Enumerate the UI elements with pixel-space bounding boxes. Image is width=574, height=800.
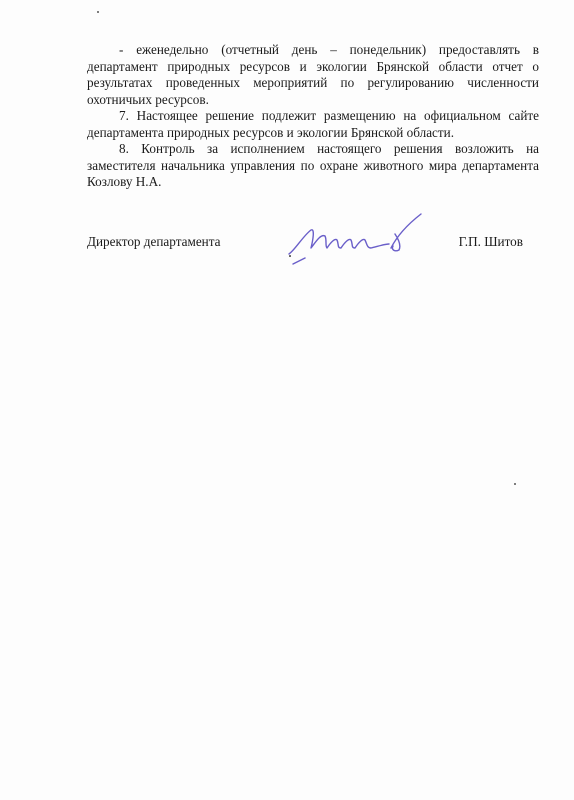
scan-speck: [97, 11, 99, 13]
scan-speck: [514, 483, 516, 485]
scan-speck: [289, 255, 291, 257]
signatory-name: Г.П. Шитов: [458, 234, 523, 249]
signatory-title: Директор департамента: [87, 234, 221, 249]
paragraph-weekly-report: - еженедельно (отчетный день – понедельник) предоставлять в департамент природных ресурсов и экологии Брянской области отчет о результатах проведенных мероприятий по регулированию численности охотничьих ресурсов.: [87, 42, 539, 107]
document-body: [87, 42, 539, 191]
paragraph-7-publication: 7. Настоящее решение подлежит размещению на официальном сайте департамента природных ресурсов и экологии Брянской области.: [87, 108, 539, 140]
signature-block: [87, 232, 539, 262]
handwritten-signature-icon: [283, 210, 433, 270]
paragraph-8-control: 8. Контроль за исполнением настоящего решения возложить на заместителя начальника управления по охране животного мира департамента Козлову Н.А.: [87, 141, 539, 189]
